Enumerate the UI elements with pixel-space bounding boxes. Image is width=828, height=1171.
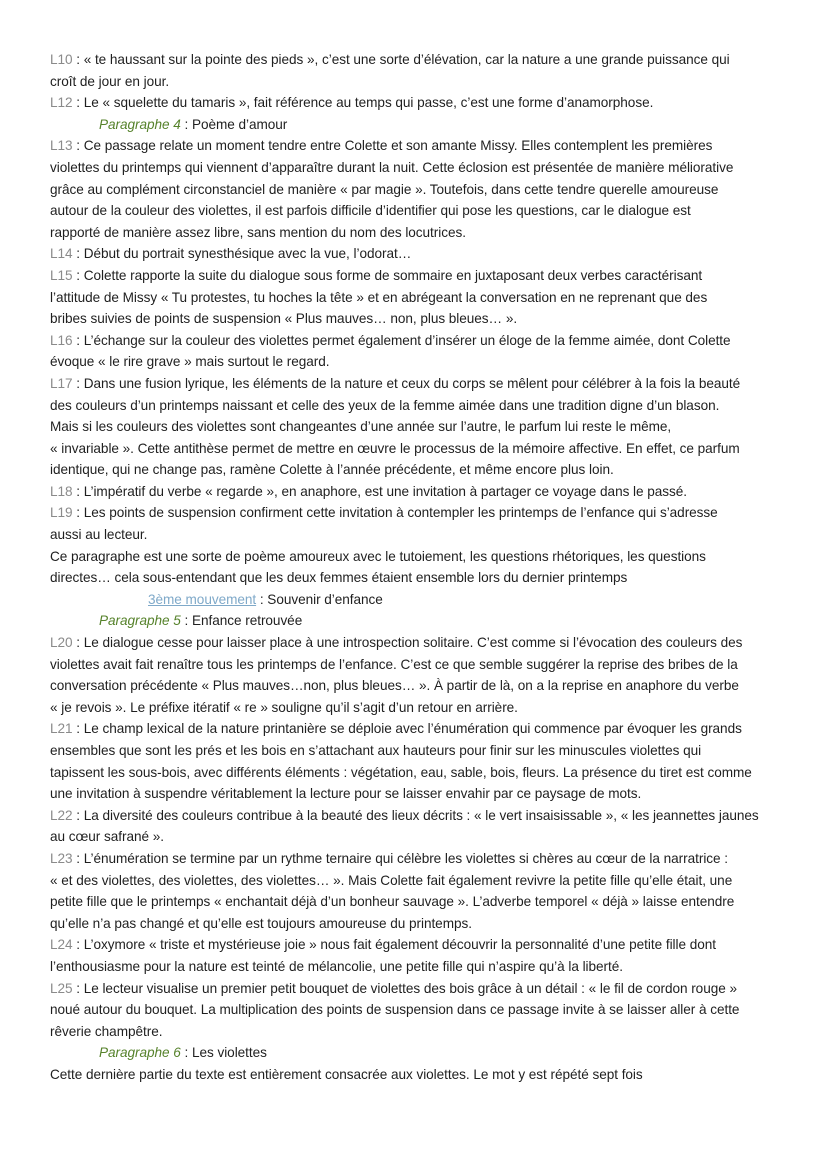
- movement-title: Souvenir d’enfance: [267, 591, 383, 607]
- line-text: Colette rapporte la suite du dialogue sous forme de sommaire en juxtaposant deux verbes caractérisant: [83, 267, 703, 283]
- line-text: grâce au complément circonstanciel de manière « par magie ». Toutefois, dans cette tendre querelle amoureuse: [50, 181, 719, 197]
- line-text: L’impératif du verbe « regarde », en anaphore, est une invitation à partager ce voyage dans le passé.: [83, 483, 688, 499]
- line-text: Les points de suspension confirment cette invitation à contempler les printemps de l’enfance qui s’adresse: [83, 505, 718, 521]
- line-text: La diversité des couleurs contribue à la beauté des lieux décrits : « le vert insaisissable », « les jeannettes jaunes: [83, 807, 759, 823]
- text-line: [50, 567, 770, 589]
- text-line: L16 : L’échange sur la couleur des violettes permet également d’insérer un éloge de la femme aimée, dont Colette: [50, 332, 731, 348]
- line-reference: L13: [50, 138, 73, 154]
- document-body: [50, 49, 770, 1086]
- text-line: [50, 546, 770, 568]
- text-line: [50, 697, 770, 719]
- text-line: [50, 71, 770, 93]
- text-line: L14 : Début du portrait synesthésique avec la vue, l’odorat…: [50, 246, 412, 262]
- text-line: [50, 157, 770, 179]
- text-line: [50, 179, 770, 201]
- text-line: [50, 351, 770, 373]
- line-reference: L24: [50, 937, 73, 953]
- line-reference: L15: [50, 267, 73, 283]
- line-text: au cœur safrané ».: [50, 829, 164, 845]
- line-text: l’attitude de Missy « Tu protestes, tu hoches la tête » et en abrégeant la conversation en ne reprenant que des: [50, 289, 708, 305]
- text-line: L25 : Le lecteur visualise un premier petit bouquet de violettes des bois grâce à un détail : « le fil de cordon rouge »: [50, 980, 737, 996]
- paragraph-label: Paragraphe 6: [99, 1045, 181, 1061]
- paragraph-label: Paragraphe 4: [99, 116, 181, 132]
- analysis-item: [50, 978, 770, 1043]
- line-text: petite fille que le printemps « enchantait déjà d’un bonheur sauvage ». L’adverbe temporel « déjà » laisse entendre: [50, 894, 735, 910]
- analysis-item: [50, 848, 770, 934]
- text-line: [50, 1064, 770, 1086]
- paragraph-heading: Paragraphe 4 : Poème d’amour: [99, 116, 288, 132]
- line-text: autour de la couleur des violettes, il est parfois difficile d’identifier qui pose les questions, car le dialogue est: [50, 203, 691, 219]
- line-text: directes… cela sous-entendant que les deux femmes étaient ensemble lors du dernier printemps: [50, 570, 628, 586]
- analysis-item: [50, 718, 770, 804]
- text-line: L19 : Les points de suspension confirment cette invitation à contempler les printemps de l’enfance qui s’adresse: [50, 505, 718, 521]
- line-text: Le « squelette du tamaris », fait référence au temps qui passe, c’est une forme d’anamorphose.: [83, 95, 654, 111]
- line-text: Le lecteur visualise un premier petit bouquet de violettes des bois grâce à un détail : « le fil de cordon rouge »: [83, 980, 737, 996]
- text-line: [50, 222, 770, 244]
- text-line: [50, 654, 770, 676]
- line-reference: L12: [50, 95, 73, 111]
- line-text: l’enthousiasme pour la nature est teinté de mélancolie, une petite fille qui n’aspire qu’à la liberté.: [50, 958, 623, 974]
- line-text: « je revois ». Le préfixe itératif « re » souligne qu’il s’agit d’un retour en arrière.: [50, 699, 518, 715]
- line-reference: L10: [50, 52, 73, 67]
- text-line: L20 : Le dialogue cesse pour laisser place à une introspection solitaire. C’est comme si l’évocation des couleurs des: [50, 635, 743, 651]
- text-line: L17 : Dans une fusion lyrique, les éléments de la nature et ceux du corps se mêlent pour célébrer à la fois la beauté: [50, 375, 741, 391]
- line-text: croît de jour en jour.: [50, 73, 170, 89]
- text-line: L15 : Colette rapporte la suite du dialogue sous forme de sommaire en juxtaposant deux verbes caractérisant: [50, 267, 703, 283]
- line-text: Début du portrait synesthésique avec la vue, l’odorat…: [83, 246, 412, 262]
- analysis-item: [50, 805, 770, 848]
- analysis-item: [50, 934, 770, 977]
- line-text: Mais si les couleurs des violettes sont changeantes d’une année sur l’autre, le parfum lui reste le même,: [50, 419, 672, 435]
- text-line: [50, 675, 770, 697]
- text-line: [50, 438, 770, 460]
- paragraph-heading: Paragraphe 5 : Enfance retrouvée: [99, 613, 303, 629]
- line-text: bribes suivies de points de suspension « Plus mauves… non, plus bleues… ».: [50, 311, 518, 327]
- line-text: « te haussant sur la pointe des pieds », c’est une sorte d’élévation, car la nature a une grande puissance qui: [83, 52, 730, 67]
- text-line: L18 : L’impératif du verbe « regarde », en anaphore, est une invitation à partager ce voyage dans le passé.: [50, 483, 688, 499]
- paragraph-text: [50, 1064, 770, 1086]
- paragraph-heading: Paragraphe 6 : Les violettes: [99, 1045, 267, 1061]
- line-text: aussi au lecteur.: [50, 527, 148, 543]
- line-text: Le dialogue cesse pour laisser place à une introspection solitaire. C’est comme si l’évocation des couleurs des: [83, 635, 743, 651]
- analysis-item: [50, 92, 770, 114]
- text-line: [50, 913, 770, 935]
- line-text: qu’elle n’a pas changé et qu’elle est toujours amoureuse du printemps.: [50, 915, 472, 931]
- paragraph-label: Paragraphe 5: [99, 613, 181, 629]
- text-line: [50, 999, 770, 1021]
- line-reference: L23: [50, 850, 73, 866]
- line-reference: L20: [50, 635, 73, 651]
- text-line: [50, 762, 770, 784]
- text-line: [50, 956, 770, 978]
- analysis-item: [50, 243, 770, 265]
- text-line: L22 : La diversité des couleurs contribue à la beauté des lieux décrits : « le vert insaisissable », « les jeannettes jaunes: [50, 807, 759, 823]
- line-text: « et des violettes, des violettes, des violettes… ». Mais Colette fait également revivre la petite fille qu’elle était, une: [50, 872, 733, 888]
- analysis-item: [50, 330, 770, 373]
- line-text: rêverie champêtre.: [50, 1023, 163, 1039]
- line-text: des couleurs d’un printemps naissant et celle des yeux de la femme aimée dans une tradition digne d’un blason.: [50, 397, 720, 413]
- analysis-item: [50, 49, 770, 92]
- line-reference: L18: [50, 483, 73, 499]
- line-text: Cette dernière partie du texte est entièrement consacrée aux violettes. Le mot y est répété sept fois: [50, 1066, 643, 1082]
- line-text: Dans une fusion lyrique, les éléments de la nature et ceux du corps se mêlent pour célébrer à la fois la beauté: [83, 375, 741, 391]
- analysis-item: [50, 135, 770, 243]
- line-reference: L21: [50, 721, 73, 737]
- text-line: [50, 740, 770, 762]
- line-reference: L19: [50, 505, 73, 521]
- text-line: [50, 308, 770, 330]
- text-line: L10 : « te haussant sur la pointe des pieds », c’est une sorte d’élévation, car la nature a une grande puissance qui: [50, 52, 730, 67]
- text-line: L12 : Le « squelette du tamaris », fait référence au temps qui passe, c’est une forme d’anamorphose.: [50, 95, 654, 111]
- line-text: évoque « le rire grave » mais surtout le regard.: [50, 354, 330, 370]
- text-line: [50, 826, 770, 848]
- text-line: [50, 870, 770, 892]
- text-line: [50, 783, 770, 805]
- line-text: ensembles que sont les prés et les bois en s’attachant aux hauteurs pour finir sur les minuscules violettes qui: [50, 743, 702, 758]
- line-text: Le champ lexical de la nature printanière se déploie avec l’énumération qui commence par évoquer les grands: [83, 721, 742, 737]
- text-line: [50, 416, 770, 438]
- line-text: une invitation à suspendre véritablement la lecture pour se laisser envahir par ce paysage de mots.: [50, 786, 642, 802]
- text-line: L24 : L’oxymore « triste et mystérieuse joie » nous fait également découvrir la personnalité d’une petite fille dont: [50, 937, 716, 953]
- line-text: noué autour du bouquet. La multiplication des points de suspension dans ce passage invite à se laisser aller à cette: [50, 1002, 740, 1018]
- line-text: « invariable ». Cette antithèse permet de mettre en œuvre le processus de la mémoire affective. En effet, ce parfum: [50, 440, 740, 456]
- paragraph-text: [50, 546, 770, 589]
- paragraph-title: Les violettes: [191, 1045, 267, 1061]
- text-line: [50, 395, 770, 417]
- text-line: [50, 200, 770, 222]
- movement-link[interactable]: 3ème mouvement: [148, 591, 257, 607]
- line-reference: L14: [50, 246, 73, 262]
- text-line: [50, 287, 770, 309]
- line-text: L’énumération se termine par un rythme ternaire qui célèbre les violettes si chères au cœur de la narratrice :: [83, 850, 729, 866]
- text-line: [50, 891, 770, 913]
- movement-heading: 3ème mouvement : Souvenir d’enfance: [148, 591, 383, 607]
- analysis-item: [50, 632, 770, 718]
- line-text: violettes du printemps qui viennent d’apparaître durant la nuit. Cette éclosion est présentée de manière méliorative: [50, 159, 734, 175]
- paragraph-title: Poème d’amour: [191, 116, 288, 132]
- line-reference: L22: [50, 807, 73, 823]
- line-text: tapissent les sous-bois, avec différents éléments : végétation, eau, sable, bois, fleurs. La présence du tiret est comme: [50, 764, 752, 780]
- line-reference: L16: [50, 332, 73, 348]
- paragraph-title: Enfance retrouvée: [191, 613, 303, 629]
- line-text: Ce passage relate un moment tendre entre Colette et son amante Missy. Elles contemplent les premières: [83, 138, 713, 154]
- text-line: L13 : Ce passage relate un moment tendre entre Colette et son amante Missy. Elles contemplent les premières: [50, 138, 713, 154]
- analysis-item: [50, 481, 770, 503]
- text-line: L23 : L’énumération se termine par un rythme ternaire qui célèbre les violettes si chères au cœur de la narratrice :: [50, 850, 729, 866]
- analysis-item: [50, 373, 770, 481]
- line-text: L’oxymore « triste et mystérieuse joie » nous fait également découvrir la personnalité d’une petite fille dont: [83, 937, 716, 953]
- line-reference: L17: [50, 375, 73, 391]
- text-line: [50, 524, 770, 546]
- line-text: L’échange sur la couleur des violettes permet également d’insérer un éloge de la femme aimée, dont Colette: [83, 332, 731, 348]
- line-text: rapporté de manière assez libre, sans mention du nom des locutrices.: [50, 224, 466, 240]
- text-line: L21 : Le champ lexical de la nature printanière se déploie avec l’énumération qui commence par évoquer les grands: [50, 721, 742, 737]
- text-line: [50, 1021, 770, 1043]
- line-text: identique, qui ne change pas, ramène Colette à l’année précédente, et même encore plus loin.: [50, 462, 614, 478]
- line-text: Ce paragraphe est une sorte de poème amoureux avec le tutoiement, les questions rhétoriques, les questions: [50, 548, 706, 564]
- analysis-item: [50, 265, 770, 330]
- line-text: conversation précédente « Plus mauves…non, plus bleues… ». À partir de là, on a la reprise en anaphore du verbe: [50, 678, 739, 694]
- line-reference: L25: [50, 980, 73, 996]
- text-line: [50, 459, 770, 481]
- analysis-item: [50, 502, 770, 545]
- line-text: violettes avait fait renaître tous les printemps de l’enfance. C’est ce que semble suggérer la reprise des bribes de la: [50, 656, 738, 672]
